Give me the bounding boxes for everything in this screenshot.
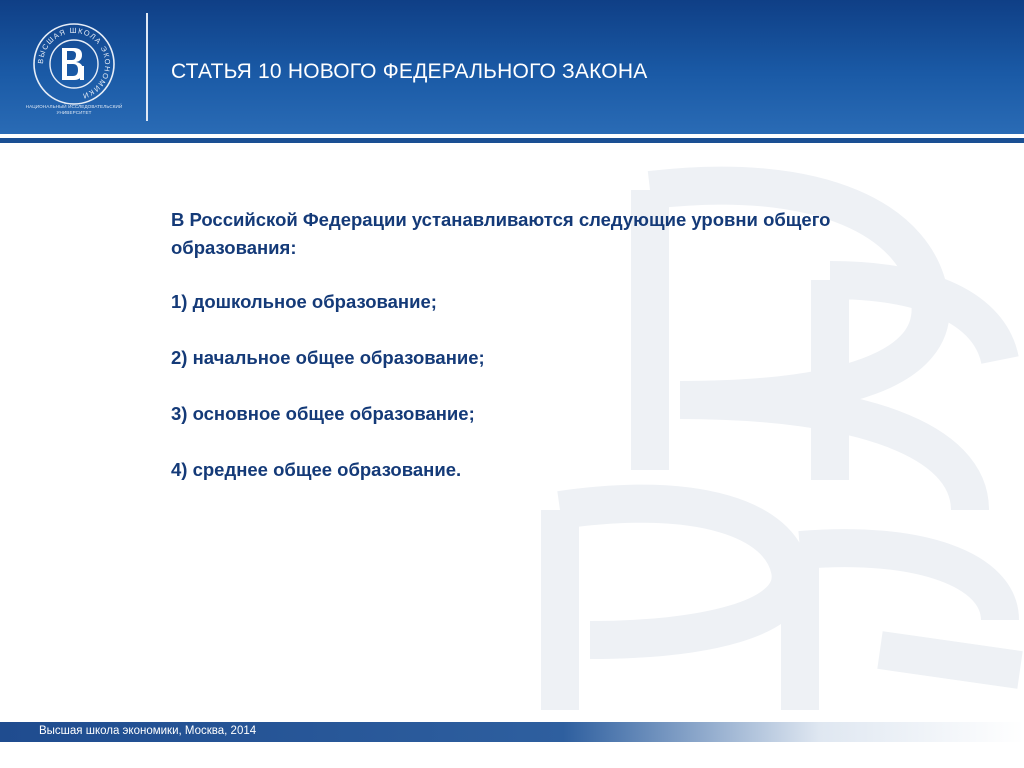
header-divider-dark	[0, 138, 1024, 143]
list-item: 2) начальное общее образование;	[171, 347, 485, 368]
footer-text: Высшая школа экономики, Москва, 2014	[39, 725, 257, 737]
hse-logo-icon	[32, 22, 116, 106]
list-item: 1) дошкольное образование;	[171, 291, 437, 312]
university-name: НАЦИОНАЛЬНЫЙ ИССЛЕДОВАТЕЛЬСКИЙ УНИВЕРСИТЕТ	[25, 104, 123, 115]
intro-text: В Российской Федерации устанавливаются следующие уровни общего образования:	[171, 209, 831, 258]
list-item: 3) основное общее образование;	[171, 403, 475, 424]
list-item: 4) среднее общее образование.	[171, 459, 462, 480]
slide-footer	[0, 722, 1024, 742]
logo-ring-text: ВЫСШАЯ ШКОЛА ЭКОНОМИКИ	[35, 25, 113, 101]
header-vertical-divider	[146, 13, 148, 121]
slide-title: СТАТЬЯ 10 НОВОГО ФЕДЕРАЛЬНОГО ЗАКОНА	[171, 60, 648, 83]
slide-body	[171, 206, 851, 512]
